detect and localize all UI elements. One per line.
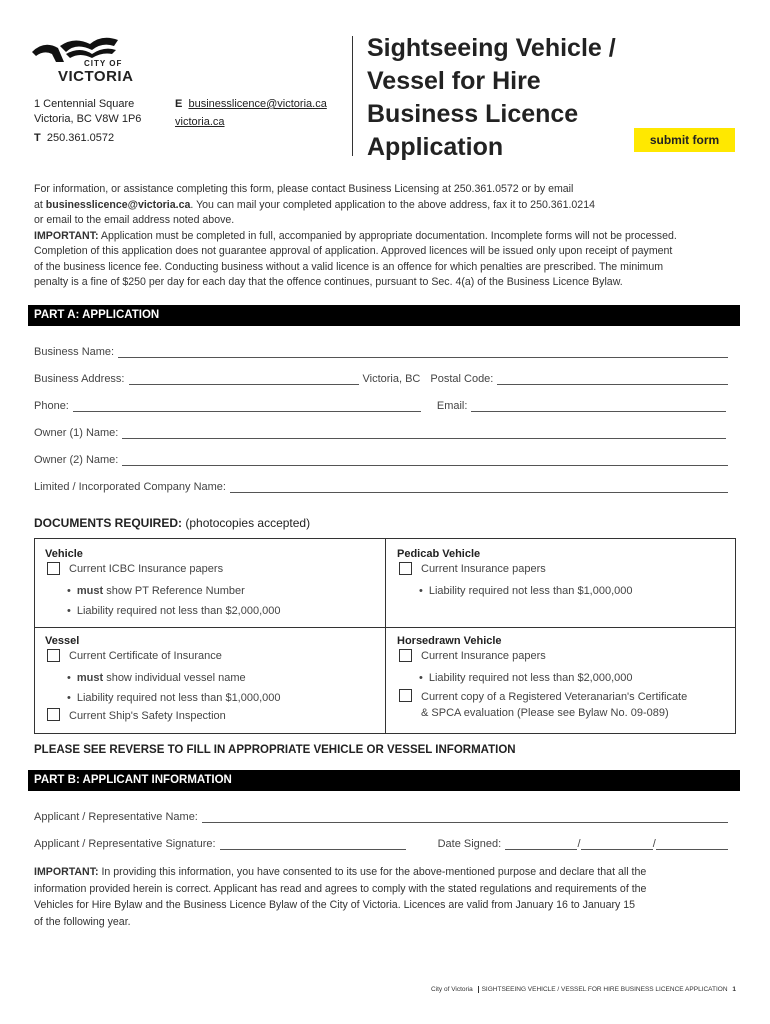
date-signed-label: Date Signed: xyxy=(437,838,502,850)
email-contact xyxy=(175,97,327,112)
owner2-label: Owner (2) Name: xyxy=(34,454,119,466)
vessel-bullet-1 xyxy=(67,672,246,684)
business-name-input[interactable] xyxy=(118,346,728,358)
intro-email[interactable]: businesslicence@victoria.ca xyxy=(45,198,191,211)
phone-contact xyxy=(34,131,114,146)
vessel-item: Current Certificate of Insurance xyxy=(69,650,222,662)
intro-line2 xyxy=(34,198,744,214)
important-label: IMPORTANT: xyxy=(34,229,99,242)
horsedrawn-checkbox[interactable] xyxy=(399,649,412,662)
part-b-important-label: IMPORTANT: xyxy=(34,866,99,878)
documents-heading-bold: DOCUMENTS REQUIRED: xyxy=(34,516,183,530)
vessel-bullet-1-text: show individual vessel name xyxy=(103,672,246,684)
email-label: E xyxy=(175,98,183,110)
postal-code-label: Postal Code: xyxy=(430,373,494,385)
part-b-important-line4: of the following year. xyxy=(34,915,131,928)
title-line-4: Application xyxy=(367,133,504,161)
part-b-important xyxy=(34,864,734,930)
vehicle-bullet-1-text: show PT Reference Number xyxy=(103,585,245,597)
documents-heading-rest: (photocopies accepted) xyxy=(182,516,311,530)
submit-form-button[interactable]: submit form xyxy=(634,128,735,152)
horsedrawn-bullet-1-text: Liability required not less than $2,000,000 xyxy=(428,672,633,684)
business-name-row xyxy=(34,346,728,358)
company-label: Limited / Incorporated Company Name: xyxy=(34,481,226,493)
address-line1: 1 Centennial Square xyxy=(34,98,135,110)
owner1-input[interactable] xyxy=(122,427,726,439)
vessel-checkbox[interactable] xyxy=(47,649,60,662)
pedicab-title: Pedicab Vehicle xyxy=(397,548,481,560)
reverse-note: PLEASE SEE REVERSE TO FILL IN APPROPRIATE VEHICLE OR VESSEL INFORMATION xyxy=(34,744,516,756)
owner1-label: Owner (1) Name: xyxy=(34,427,119,439)
footer-doc-title: SIGHTSEEING VEHICLE / VESSEL FOR HIRE BUSINESS LICENCE APPLICATION xyxy=(481,986,728,993)
part-b-important-line1 xyxy=(34,864,734,881)
title-line-1: Sightseeing Vehicle / xyxy=(367,34,616,62)
rep-signature-input[interactable] xyxy=(220,838,406,850)
table-horizontal-divider xyxy=(35,627,735,628)
intro-text xyxy=(34,182,744,291)
documents-heading xyxy=(34,516,310,530)
ship-safety-item: Current Ship's Safety Inspection xyxy=(69,710,226,722)
rep-name-input[interactable] xyxy=(202,811,728,823)
important-line2: Completion of this application does not guarantee approval of application. Approved licences will be issued only upon receipt of payment xyxy=(34,245,673,257)
date-year-input[interactable] xyxy=(656,838,728,850)
company-input[interactable] xyxy=(230,481,728,493)
vehicle-bullet-2 xyxy=(67,605,281,617)
email-link[interactable]: businesslicence@victoria.ca xyxy=(188,98,327,110)
vehicle-item: Current ICBC Insurance papers xyxy=(69,563,224,575)
vessel-must: must xyxy=(76,672,104,684)
important-text1: Application must be completed in full, accompanied by appropriate documentation. Incomplete forms will not be processed. xyxy=(98,229,677,242)
title-line-3: Business Licence xyxy=(367,100,579,128)
pedicab-bullet-1 xyxy=(419,585,633,597)
date-slash-1: / xyxy=(577,838,581,850)
part-a-heading: PART A: APPLICATION xyxy=(28,305,740,326)
horsedrawn-title: Horsedrawn Vehicle xyxy=(397,635,502,647)
vehicle-title: Vehicle xyxy=(45,548,83,560)
company-row xyxy=(34,481,728,493)
table-vertical-divider xyxy=(385,539,386,733)
owner1-row xyxy=(34,427,726,439)
date-slash-2: / xyxy=(652,838,656,850)
date-month-input[interactable] xyxy=(581,838,653,850)
intro-line3: or email to the email address noted above. xyxy=(34,214,235,226)
title-line-2: Vessel for Hire xyxy=(367,67,541,95)
part-b-important-line2: information provided herein is correct. Applicant has read and agrees to comply with the stated regulations and requirements of the xyxy=(34,882,647,895)
pedicab-checkbox[interactable] xyxy=(399,562,412,575)
rep-name-row xyxy=(34,811,728,823)
horsedrawn-item: Current Insurance papers xyxy=(421,650,546,662)
pedicab-item: Current Insurance papers xyxy=(421,563,546,575)
website-link[interactable]: victoria.ca xyxy=(175,116,225,128)
intro-line1: For information, or assistance completing this form, please contact Business Licensing at 250.361.0572 or by email xyxy=(34,183,574,195)
title-divider xyxy=(352,36,353,156)
vessel-bullet-2 xyxy=(67,692,281,704)
business-address-input[interactable] xyxy=(129,373,359,385)
phone-label-field: Phone: xyxy=(34,400,69,412)
vehicle-bullet-1 xyxy=(67,585,245,597)
address-line2: Victoria, BC V8W 1P6 xyxy=(34,113,142,125)
footer-page-number: 1 xyxy=(732,986,736,993)
signature-date-row xyxy=(34,838,728,850)
logo-city-of: CITY OF xyxy=(84,59,123,68)
rep-name-label: Applicant / Representative Name: xyxy=(34,811,198,823)
phone-email-row xyxy=(34,400,726,412)
phone-number: 250.361.0572 xyxy=(46,132,115,144)
part-b-important-line3: Vehicles for Hire Bylaw and the Business Licence Bylaw of the City of Victoria. Licences are valid from January 16 to January 15 xyxy=(34,899,636,911)
email-label-field: Email: xyxy=(436,400,468,412)
vet-certificate-checkbox[interactable] xyxy=(399,689,412,702)
important-line1 xyxy=(34,229,744,245)
ship-safety-checkbox[interactable] xyxy=(47,708,60,721)
logo-victoria: VICTORIA xyxy=(58,68,134,85)
business-address-row xyxy=(34,373,728,385)
vessel-bullet-2-text: Liability required not less than $1,000,000 xyxy=(76,692,281,704)
intro-line2-pre: at xyxy=(34,198,46,211)
page-footer xyxy=(431,986,736,993)
victoria-bc-label: Victoria, BC xyxy=(362,373,421,385)
city-logo xyxy=(30,32,145,87)
important-line4: penalty is a fine of $250 per day for each day that the offence continues, pursuant to Sec. 4(a) of the Business Licence Bylaw. xyxy=(34,276,623,288)
email-input[interactable] xyxy=(471,400,726,412)
phone-input[interactable] xyxy=(73,400,421,412)
footer-org: City of Victoria xyxy=(430,986,473,993)
business-address-label: Business Address: xyxy=(34,373,125,385)
important-line3: of the business licence fee. Conducting business without a valid licence is an offence for which penalties are prescribed. The minimum xyxy=(34,260,664,273)
date-day-input[interactable] xyxy=(505,838,577,850)
phone-label: T xyxy=(34,132,41,144)
footer-divider xyxy=(478,986,479,993)
vet-certificate-line1: Current copy of a Registered Veteranarian's Certificate xyxy=(421,691,688,703)
owner2-input[interactable] xyxy=(122,454,728,466)
horsedrawn-bullet-1 xyxy=(419,672,633,684)
intro-line2-post: . You can mail your completed application to the above address, fax it to 250.361.0214 xyxy=(190,198,595,211)
vehicle-bullet-2-text: Liability required not less than $2,000,000 xyxy=(76,605,281,617)
vessel-title: Vessel xyxy=(45,635,80,647)
pedicab-bullet-1-text: Liability required not less than $1,000,000 xyxy=(428,585,633,597)
vehicle-checkbox[interactable] xyxy=(47,562,60,575)
business-name-label: Business Name: xyxy=(34,346,115,358)
page-title xyxy=(367,32,616,164)
rep-signature-label: Applicant / Representative Signature: xyxy=(34,838,216,850)
vehicle-must: must xyxy=(76,585,104,597)
part-b-heading: PART B: APPLICANT INFORMATION xyxy=(28,770,740,791)
postal-code-input[interactable] xyxy=(497,373,728,385)
documents-table xyxy=(34,538,736,734)
vet-certificate-line2: & SPCA evaluation (Please see Bylaw No. 09-089) xyxy=(421,707,669,719)
owner2-row xyxy=(34,454,728,466)
part-b-important-text1: In providing this information, you have consented to its use for the above-mentioned purpose and declare that all the xyxy=(98,866,647,878)
